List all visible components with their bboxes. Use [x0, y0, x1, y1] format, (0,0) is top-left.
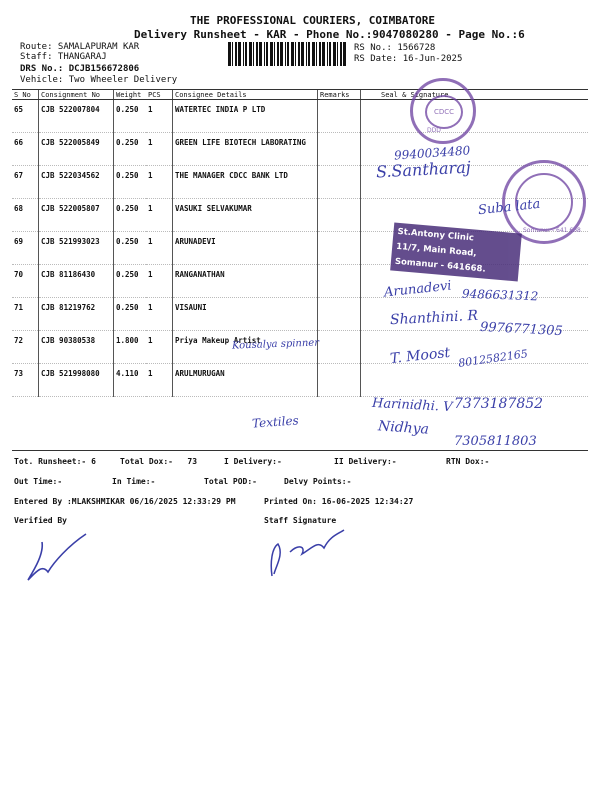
- table-row: [12, 364, 588, 397]
- hw-phone-1: 9940034480: [393, 143, 471, 163]
- rs-number: RS No.: 1566728: [354, 43, 436, 53]
- hw-phone-2: 9486631312: [461, 286, 539, 304]
- cell-weight: 4.110: [114, 364, 147, 397]
- cell-consignee: VASUKI SELVAKUMAR: [173, 199, 318, 232]
- barcode-bar: [298, 42, 300, 66]
- table-row: [12, 100, 588, 133]
- barcode-bar: [295, 42, 296, 66]
- barcode-bar: [266, 42, 268, 66]
- barcode-bar: [306, 42, 307, 66]
- barcode-bar: [245, 42, 247, 66]
- barcode-bar: [238, 42, 241, 66]
- cell-consignee: Priya Makeup Artist: [173, 331, 318, 364]
- cell-weight: 0.250: [114, 166, 147, 199]
- barcode-bar: [256, 42, 258, 66]
- barcode-bar: [270, 42, 273, 66]
- barcode-bar: [301, 42, 304, 66]
- barcode-bar: [327, 42, 328, 66]
- barcode-bar: [319, 42, 321, 66]
- hw-phone-3: 9976771305: [479, 319, 564, 340]
- clinic-stamp-line2: 11/7, Main Road,: [395, 241, 477, 259]
- barcode-bar: [340, 42, 342, 66]
- cell-consignment: CJB 90380538: [39, 331, 114, 364]
- cell-seal: [361, 364, 589, 397]
- ii-delivery: II Delivery:-: [334, 457, 397, 466]
- barcode-bar: [329, 42, 331, 66]
- clinic-stamp-line3: Somanur - 641668.: [394, 256, 487, 275]
- cell-sno: 73: [14, 369, 24, 378]
- hw-phone-4: 8012582165: [457, 347, 529, 370]
- barcode-bar: [232, 42, 233, 66]
- barcode-bar: [316, 42, 317, 66]
- barcode-bar: [308, 42, 310, 66]
- cell-consignee: RANGANATHAN: [173, 265, 318, 298]
- cell-remarks: [318, 298, 361, 331]
- cell-consignment: CJB 522005807: [39, 199, 114, 232]
- verified-signature: [14, 524, 94, 586]
- cell-consignment: CJB 81186430: [39, 265, 114, 298]
- cell-consignee: GREEN LIFE BIOTECH LABORATING: [173, 133, 318, 166]
- hw-phone-6: 7305811803: [454, 434, 537, 449]
- cell-sno: 70: [14, 270, 24, 279]
- cell-pcs: 1: [148, 336, 153, 345]
- cell-weight: 0.250: [114, 199, 147, 232]
- barcode-bar: [274, 42, 275, 66]
- rs-date: RS Date: 16-Jun-2025: [354, 54, 463, 64]
- cell-sno: 67: [14, 171, 24, 180]
- cell-weight: 1.800: [114, 331, 147, 364]
- clinic-stamp-line1: St.Antony Clinic: [397, 226, 475, 244]
- hw-name-3: Arunadevi: [383, 278, 453, 301]
- verified-by: Verified By: [14, 516, 67, 525]
- cell-weight: 0.250: [114, 265, 147, 298]
- cell-consignee: THE MANAGER CDCC BANK LTD: [173, 166, 318, 199]
- cell-consignment: CJB 522005849: [39, 133, 114, 166]
- cell-remarks: [318, 100, 361, 133]
- barcode-bar: [285, 42, 286, 66]
- total-pod: Total POD:-: [204, 477, 257, 486]
- barcode-bar: [322, 42, 325, 66]
- cell-sno: 69: [14, 237, 24, 246]
- runsheet-subtitle: Delivery Runsheet - KAR - Phone No.:9047080280 - Page No.:6: [134, 28, 525, 41]
- table-row: [12, 166, 588, 199]
- cell-consignment: CJB 521998080: [39, 364, 114, 397]
- out-time: Out Time:-: [14, 477, 63, 486]
- hw-remark-71: Kousalya spinner: [231, 337, 320, 352]
- entered-by: Entered By :MLAKSHMIKAR 06/16/2025 12:33:29 PM: [14, 497, 236, 506]
- table-row: [12, 133, 588, 166]
- cell-weight: 0.250: [114, 298, 147, 331]
- hw-remark-73: Textiles: [251, 413, 300, 431]
- col-consignee: Consignee Details: [173, 90, 318, 100]
- hw-name-7: Nidhya: [377, 418, 430, 438]
- cell-pcs: 1: [148, 204, 153, 213]
- cell-consignment: CJB 522007804: [39, 100, 114, 133]
- barcode-bar: [235, 42, 237, 66]
- barcode-bar: [337, 42, 338, 66]
- barcode-bar: [291, 42, 294, 66]
- col-seal: Seal & Signature: [361, 90, 589, 100]
- col-consignment: Consignment No: [39, 90, 114, 100]
- cell-pcs: 1: [148, 171, 153, 180]
- barcode: [228, 42, 348, 66]
- barcode-bar: [280, 42, 283, 66]
- barcode-bar: [249, 42, 252, 66]
- hw-name-1: S.Santharaj: [375, 157, 472, 182]
- table-bottom-rule: [12, 450, 588, 451]
- col-sno: S No: [12, 90, 39, 100]
- hw-name-2: Suba lata: [477, 196, 541, 219]
- cell-remarks: [318, 199, 361, 232]
- col-remarks: Remarks: [318, 90, 361, 100]
- cell-consignee: VISAUNI: [173, 298, 318, 331]
- cell-pcs: 1: [148, 303, 153, 312]
- delvy-points: Delvy Points:-: [284, 477, 352, 486]
- cell-pcs: 1: [148, 138, 153, 147]
- cell-pcs: 1: [148, 270, 153, 279]
- barcode-bar: [253, 42, 254, 66]
- hw-name-6: Harinidhi. V: [371, 395, 453, 416]
- barcode-bar: [259, 42, 262, 66]
- barcode-bar: [343, 42, 346, 66]
- route-label: Route: SAMALAPURAM KAR: [20, 42, 140, 52]
- staff-signature: [262, 526, 352, 582]
- cell-weight: 0.250: [114, 232, 147, 265]
- cell-sno: 65: [14, 105, 24, 114]
- stamp-1-code: DDD: [427, 127, 441, 134]
- barcode-bar: [228, 42, 231, 66]
- cell-consignee: ARULMURUGAN: [173, 364, 318, 397]
- cell-weight: 0.250: [114, 133, 147, 166]
- hw-name-4: Shanthini. R: [389, 307, 479, 329]
- hw-phone-5: 7373187852: [454, 396, 544, 412]
- barcode-bar: [287, 42, 289, 66]
- cell-pcs: 1: [148, 105, 153, 114]
- printed-on: Printed On: 16-06-2025 12:34:27: [264, 497, 414, 506]
- table-header-row: [12, 90, 588, 100]
- cell-consignee: WATERTEC INDIA P LTD: [173, 100, 318, 133]
- rtn-dox: RTN Dox:-: [446, 457, 490, 466]
- cell-sno: 72: [14, 336, 24, 345]
- barcode-bar: [312, 42, 315, 66]
- cell-sno: 68: [14, 204, 24, 213]
- cell-pcs: 1: [148, 237, 153, 246]
- barcode-bar: [277, 42, 279, 66]
- stamp-1-text: CDCC: [425, 95, 463, 129]
- drs-number: DRS No.: DCJB156672806: [20, 64, 140, 74]
- col-weight: Weight: [114, 90, 147, 100]
- total-dox: Total Dox:- 73: [120, 457, 198, 466]
- cell-remarks: [318, 331, 361, 364]
- cell-remarks: [318, 166, 361, 199]
- cell-remarks: [318, 265, 361, 298]
- staff-label: Staff: THANGARAJ: [20, 52, 107, 62]
- vehicle-label: Vehicle: Two Wheeler Delivery: [20, 75, 178, 85]
- cell-sno: 66: [14, 138, 24, 147]
- cell-weight: 0.250: [114, 100, 147, 133]
- in-time: In Time:-: [112, 477, 156, 486]
- barcode-bar: [333, 42, 336, 66]
- seal-stamp-1: [410, 78, 476, 144]
- cell-sno: 71: [14, 303, 24, 312]
- col-pcs: PCS: [146, 90, 173, 100]
- stamp-2-text: Somanur - 641 668: [523, 227, 581, 234]
- cell-consignment: CJB 81219762: [39, 298, 114, 331]
- cell-consignment: CJB 521993023: [39, 232, 114, 265]
- cell-remarks: [318, 133, 361, 166]
- cell-remarks: [318, 232, 361, 265]
- barcode-bar: [243, 42, 244, 66]
- cell-consignment: CJB 522034562: [39, 166, 114, 199]
- tot-runsheet: Tot. Runsheet:- 6: [14, 457, 96, 466]
- cell-consignee: ARUNADEVI: [173, 232, 318, 265]
- company-title: THE PROFESSIONAL COURIERS, COIMBATORE: [190, 14, 436, 27]
- barcode-bar: [264, 42, 265, 66]
- staff-signature-label: Staff Signature: [264, 516, 337, 525]
- cell-remarks: [318, 364, 361, 397]
- cell-pcs: 1: [148, 369, 153, 378]
- hw-name-5: T. Moost: [389, 344, 451, 368]
- i-delivery: I Delivery:-: [224, 457, 282, 466]
